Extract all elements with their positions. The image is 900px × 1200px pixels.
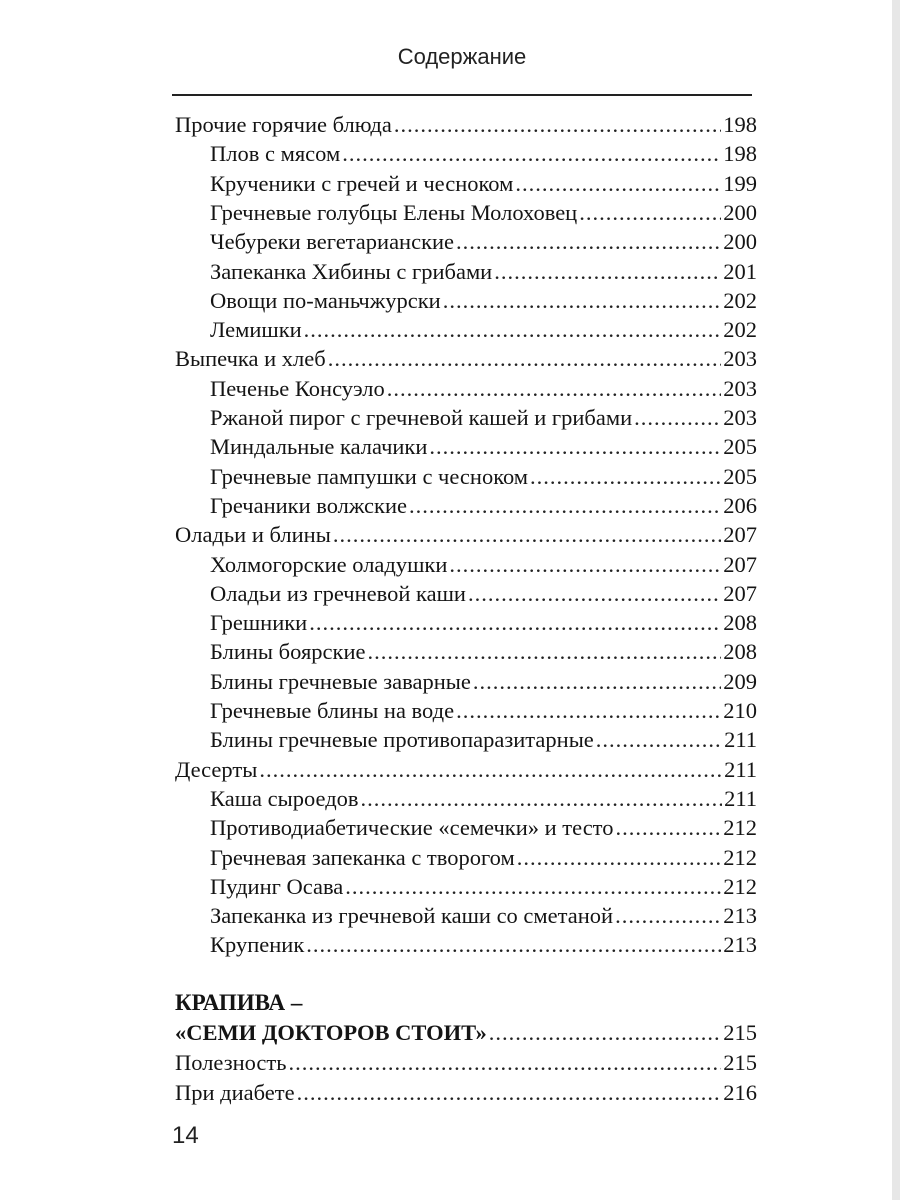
toc-entry-page: 202 <box>723 317 757 343</box>
toc-entry-page: 201 <box>723 258 757 284</box>
leader-dots <box>530 462 721 492</box>
leader-dots <box>333 520 721 550</box>
leader-dots <box>634 403 721 433</box>
toc-entry-title: Гречневые блины на воде <box>210 698 455 723</box>
leader-dots <box>489 1018 721 1048</box>
toc-entry-page: 207 <box>723 580 757 606</box>
leader-dots <box>394 110 721 140</box>
toc-entry-page: 208 <box>723 610 757 636</box>
toc-entry-title: Грешники <box>210 610 308 636</box>
toc-entry[interactable] <box>210 930 757 960</box>
toc-entry-title: Чебуреки вегетарианские <box>210 229 455 255</box>
toc-entry-polesnost[interactable] <box>175 1048 757 1078</box>
leader-dots <box>449 550 721 580</box>
toc-entry-page: 203 <box>723 346 757 372</box>
page-number: 14 <box>172 1122 199 1149</box>
leader-dots <box>368 637 722 667</box>
toc-entry[interactable] <box>210 725 757 755</box>
leader-dots <box>328 344 722 374</box>
toc-entry-page: 207 <box>723 522 757 548</box>
toc-entry-title: Блины гречневые противопаразитарные <box>210 727 594 753</box>
chapter-heading-entry[interactable] <box>175 1018 757 1048</box>
toc-entry-page: 209 <box>723 668 757 694</box>
toc-entry-page: 205 <box>723 463 757 489</box>
leader-dots <box>345 872 721 902</box>
toc-entry-page: 210 <box>723 698 757 723</box>
toc-section-entry[interactable] <box>175 344 757 374</box>
toc-entry-page: 213 <box>723 932 757 958</box>
chapter-title-line-2: «СЕМИ ДОКТОРОВ СТОИТ» <box>175 1020 487 1045</box>
toc-entry-page: 202 <box>723 287 757 313</box>
toc-section-entry[interactable] <box>175 755 757 785</box>
page-edge-shadow <box>892 0 900 1200</box>
toc-entry[interactable] <box>210 784 757 814</box>
toc-entry-title: При диабете <box>175 1080 295 1105</box>
toc-entry-page: 207 <box>723 551 757 577</box>
leader-dots <box>259 755 722 785</box>
toc-entry-page: 213 <box>723 903 757 929</box>
toc-entry-title: Овощи по-маньчжурски <box>210 287 441 313</box>
toc-entry[interactable] <box>210 696 757 726</box>
toc-entry-title: Печенье Консуэло <box>210 375 385 401</box>
toc-entry-title: Миндальные калачики <box>210 434 428 460</box>
toc-entry-title: Запеканка Хибины с грибами <box>210 258 493 284</box>
chapter-title-line-1: КРАПИВА – <box>175 990 303 1015</box>
toc-entry[interactable] <box>210 667 757 697</box>
toc-entry-title: Блины гречневые заварные <box>210 668 471 694</box>
leader-dots <box>443 286 722 316</box>
leader-dots <box>342 139 721 169</box>
toc-entry[interactable] <box>210 813 757 843</box>
toc-entry-page: 199 <box>723 170 757 196</box>
toc-entry-page: 211 <box>724 785 757 811</box>
toc-entry-page: 200 <box>723 199 757 225</box>
running-header: Содержание <box>172 40 752 96</box>
toc-entry[interactable] <box>210 491 757 521</box>
leader-dots <box>409 491 721 521</box>
toc-entry-title: Запеканка из гречневой каши со сметаной <box>210 903 614 929</box>
toc-entry-page: 206 <box>723 492 757 518</box>
toc-entry[interactable] <box>210 257 757 287</box>
toc-entry-title: Ржаной пирог с гречневой кашей и грибами <box>210 405 633 430</box>
toc-entry[interactable] <box>210 374 757 404</box>
leader-dots <box>517 843 722 873</box>
toc-entry-page: 200 <box>723 229 757 255</box>
leader-dots <box>515 169 721 199</box>
leader-dots <box>361 784 723 814</box>
toc-entry[interactable] <box>210 843 757 873</box>
toc-entry[interactable] <box>210 315 757 345</box>
toc-entry-page: 211 <box>724 756 757 782</box>
toc-entry-title: Гречневые голубцы Елены Молоховец <box>210 199 578 225</box>
toc-entry-title: Гречневая запеканка с творогом <box>210 844 515 870</box>
toc-entry-title: Прочие горячие блюда <box>175 112 392 137</box>
toc-entry-title: Плов с мясом <box>210 141 341 167</box>
leader-dots <box>596 725 722 755</box>
leader-dots <box>473 667 721 697</box>
leader-dots <box>468 579 721 609</box>
toc-entry-page: 203 <box>723 405 757 430</box>
toc-entry-title: Холмогорские оладушки <box>210 551 448 577</box>
toc-entry[interactable] <box>210 608 757 638</box>
leader-dots <box>494 257 721 287</box>
toc-entry-title: Полезность <box>175 1050 287 1075</box>
toc-entry-title: Пудинг Осава <box>210 873 344 899</box>
chapter-page-number: 215 <box>723 1020 757 1045</box>
leader-dots <box>429 432 721 462</box>
toc-entry-title: Крупеник <box>210 932 305 958</box>
leader-dots <box>387 374 722 404</box>
toc-entry-title: Гречаники волжские <box>210 492 407 518</box>
toc-entry[interactable] <box>210 462 757 492</box>
toc-entry[interactable] <box>210 432 757 462</box>
toc-entry-page: 205 <box>723 434 757 460</box>
toc-entry[interactable] <box>210 637 757 667</box>
toc-entry[interactable] <box>210 139 757 169</box>
toc-entry[interactable] <box>210 198 757 228</box>
toc-entry-title: Оладьи и блины <box>175 522 331 548</box>
toc-entry-page: 211 <box>724 727 757 753</box>
leader-dots <box>297 1078 722 1108</box>
toc-entry-page: 203 <box>723 375 757 401</box>
toc-entry[interactable] <box>210 901 757 931</box>
toc-entry[interactable] <box>210 169 757 199</box>
toc-entry-page: 208 <box>723 639 757 665</box>
toc-section-entry[interactable] <box>175 110 757 140</box>
toc-entry[interactable] <box>210 286 757 316</box>
toc-entry[interactable] <box>210 227 757 257</box>
toc-entry-page: 212 <box>723 873 757 899</box>
toc-entry-title: Десерты <box>175 756 258 782</box>
toc-entry-title: Противодиабетические «семечки» и тесто <box>210 815 614 841</box>
toc-entry-title: Блины боярские <box>210 639 366 665</box>
leader-dots <box>309 608 721 638</box>
leader-dots <box>615 901 721 931</box>
toc-entry-title: Крученики с гречей и чесноком <box>210 170 514 196</box>
toc-entry-title: Гречневые пампушки с чесноком <box>210 463 529 489</box>
toc-entry-title: Выпечка и хлеб <box>175 346 326 372</box>
toc-entry[interactable] <box>210 403 757 433</box>
leader-dots <box>289 1048 722 1078</box>
toc-entry[interactable] <box>210 872 757 902</box>
leader-dots <box>615 813 721 843</box>
leader-dots <box>456 696 721 726</box>
toc-entry[interactable] <box>210 550 757 580</box>
toc-entry-title: Каша сыроедов <box>210 785 359 811</box>
toc-entry-pri-diabete[interactable] <box>175 1078 757 1108</box>
toc-entry-page: 216 <box>723 1080 757 1105</box>
toc-entry-page: 215 <box>723 1050 757 1075</box>
leader-dots <box>579 198 721 228</box>
toc-entry-page: 198 <box>723 112 757 137</box>
toc-entry-page: 212 <box>723 815 757 841</box>
toc-entry-page: 198 <box>723 141 757 167</box>
leader-dots <box>306 930 721 960</box>
toc-entry-page: 212 <box>723 844 757 870</box>
toc-entry[interactable] <box>210 579 757 609</box>
leader-dots <box>304 315 722 345</box>
toc-entry-title: Лемишки <box>210 317 302 343</box>
leader-dots <box>456 227 721 257</box>
toc-section-entry[interactable] <box>175 520 757 550</box>
toc-entry-title: Оладьи из гречневой каши <box>210 580 466 606</box>
